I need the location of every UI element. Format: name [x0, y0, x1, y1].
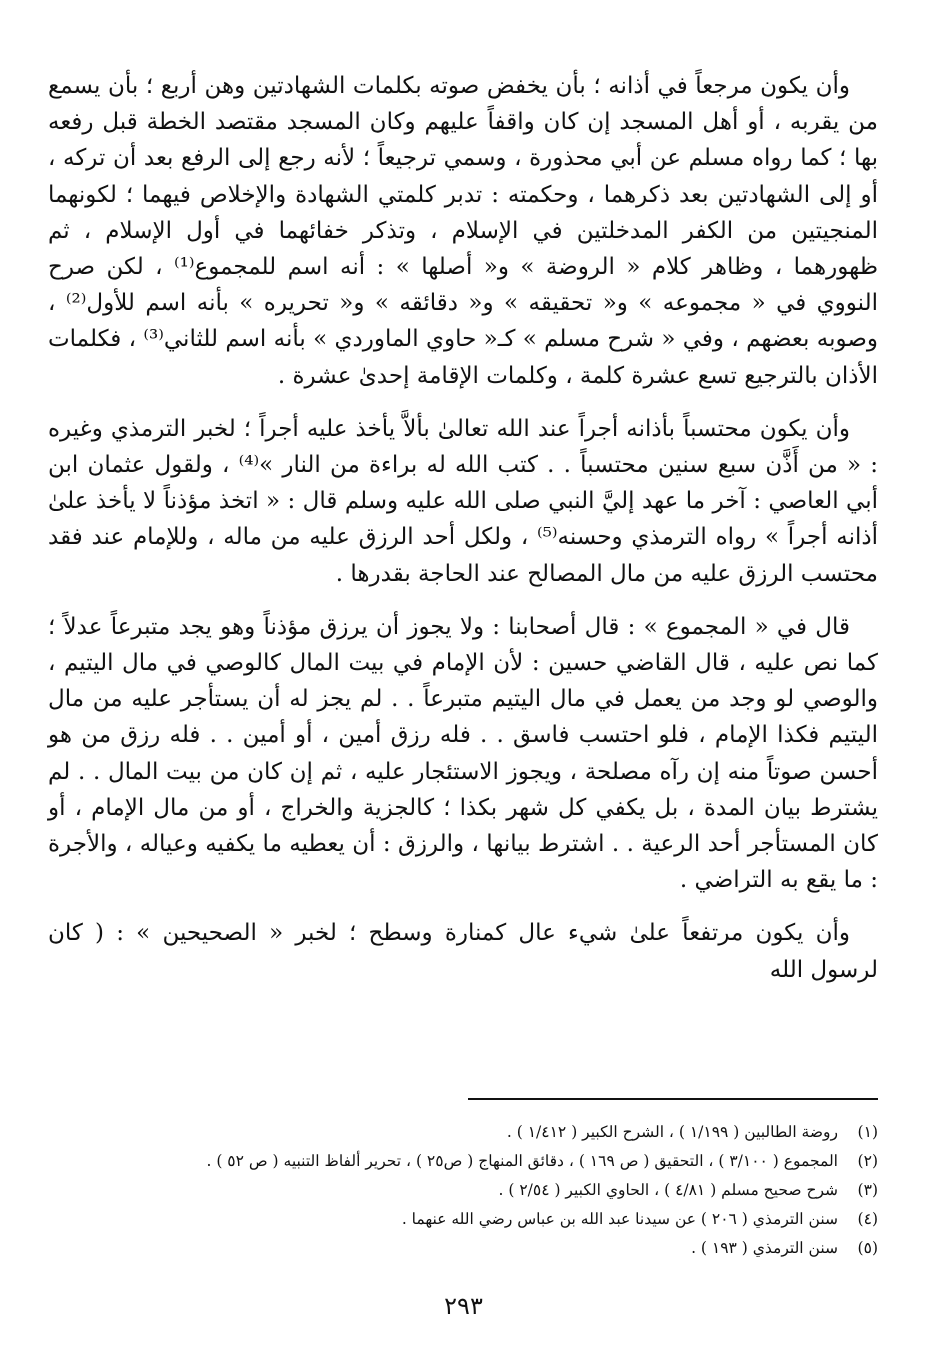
- paragraph-irtifa: وأن يكون مرتفعاً علىٰ شيء عال كمنارة وسطح ؛ لخبر « الصحيحين » : ( كان لرسول الله: [48, 920, 878, 983]
- paragraph-ihtisab: وأن يكون محتسباً بأذانه أجراً عند الله تعالىٰ بألاَّ يأخذ عليه أجراً ؛ لخبر الترمذي وغيره : « من أَذَّن سبع سنين محتسباً . . كتب الله له براءة من النار »⁽⁴⁾ ، ولقول عثمان ابن أبي العاصي : آخر ما عهد إليَّ النبي صلى الله عليه وسلم قال : « اتخذ مؤذناً لا يأخذ علىٰ أذانه أجراً » رواه الترمذي وحسنه⁽⁵⁾ ، ولكل أحد الرزق عليه من ماله ، وللإمام عند فقد محتسب الرزق عليه من مال المصالح عند الحاجة بقدرها .: [48, 415, 878, 587]
- footnote-number: (١): [857, 1123, 878, 1141]
- paragraph-majmu: قال في « المجموع » : قال أصحابنا : ولا يجوز أن يرزق مؤذناً وهو يجد متبرعاً عدلاً ؛ كما نص عليه ، قال القاضي حسين : لأن الإمام في بيت المال كالوصي في مال اليتيم ، والوصي لو وجد من يعمل في مال اليتيم متبرعاً . . لم يجز له أن يستأجر عليه من مال اليتيم فكذا الإمام ، فلو احتسب فاسق . . فله رزق أمين ، أو أمين . . فله رزق من هو أحسن صوتاً منه إن رآه مصلحة ، ويجوز الاستئجار عليه ، ثم إن كان من بيت المال . . لم يشترط بيان المدة ، بل يكفي كل شهر بكذا ؛ كالجزية والخراج ، أو من مال الإمام ، أو كان المستأجر أحد الرعية . . اشترط بيانها ، والرزق : أن يعطيه ما يكفيه وعياله ، والأجرة : ما يقع به التراضي .: [48, 613, 878, 894]
- footnote-text: شرح صحيح مسلم ( ٤/٨١ ) ، الحاوي الكبير ( ٢/٥٤ ) .: [498, 1181, 838, 1199]
- footnote-divider: [468, 1098, 878, 1100]
- footnote-number: (٢): [857, 1152, 878, 1170]
- footnote-text: المجموع ( ٣/١٠٠ ) ، التحقيق ( ص ١٦٩ ) ، دقائق المنهاج ( ص٢٥ ) ، تحرير ألفاظ التنبيه ( ص ٥٢ ) .: [206, 1152, 838, 1170]
- footnote: [48, 1205, 878, 1234]
- footnote-number: (٤): [857, 1210, 878, 1228]
- footnote-text: روضة الطالبين ( ١/١٩٩ ) ، الشرح الكبير ( ١/٤١٢ ) .: [506, 1123, 838, 1141]
- footnote: [48, 1176, 878, 1205]
- footnotes: [48, 1118, 878, 1263]
- footnote: [48, 1118, 878, 1147]
- footnote-number: (٥): [857, 1239, 878, 1257]
- main-text: [48, 68, 878, 988]
- page-number: ٢٩٣: [444, 1292, 483, 1320]
- paragraph-tarji: وأن يكون مرجعاً في أذانه ؛ بأن يخفض صوته بكلمات الشهادتين وهن أربع ؛ بأن يسمع من يقربه ، أو أهل المسجد إن كان واقفاً عليهم وكان المسجد مقتصد الخطة قبل رفعه بها ؛ كما رواه مسلم عن أبي محذورة ، وسمي ترجيعاً ؛ لأنه رجع إلى الرفع بعد أن تركه ، أو إلى الشهادتين بعد ذكرهما ، وحكمته : تدبر كلمتي الشهادة والإخلاص فيهما ؛ لكونهما المنجيتين من الكفر المدخلتين في الإسلام ، وتذكر خفائهما في أول الإسلام ، ثم ظهورهما ، وظاهر كلام « الروضة » و« أصلها » : أنه اسم للمجموع⁽¹⁾ ، لكن صرح النووي في « مجموعه » و« تحقيقه » و« دقائقه » و« تحريره » بأنه اسم للأول⁽²⁾ ، وصوبه بعضهم ، وفي « شرح مسلم » كـ« حاوي الماوردي » بأنه اسم للثاني⁽³⁾ ، فكلمات الأذان بالترجيع تسع عشرة كلمة ، وكلمات الإقامة إحدىٰ عشرة .: [48, 73, 879, 389]
- footnote: [48, 1234, 878, 1263]
- footnote-text: سنن الترمذي ( ٢٠٦ ) عن سيدنا عبد الله بن عباس رضي الله عنهما .: [401, 1210, 838, 1228]
- footnote-number: (٣): [857, 1181, 878, 1199]
- footnote: [48, 1147, 878, 1176]
- footnote-text: سنن الترمذي ( ١٩٣ ) .: [691, 1239, 838, 1257]
